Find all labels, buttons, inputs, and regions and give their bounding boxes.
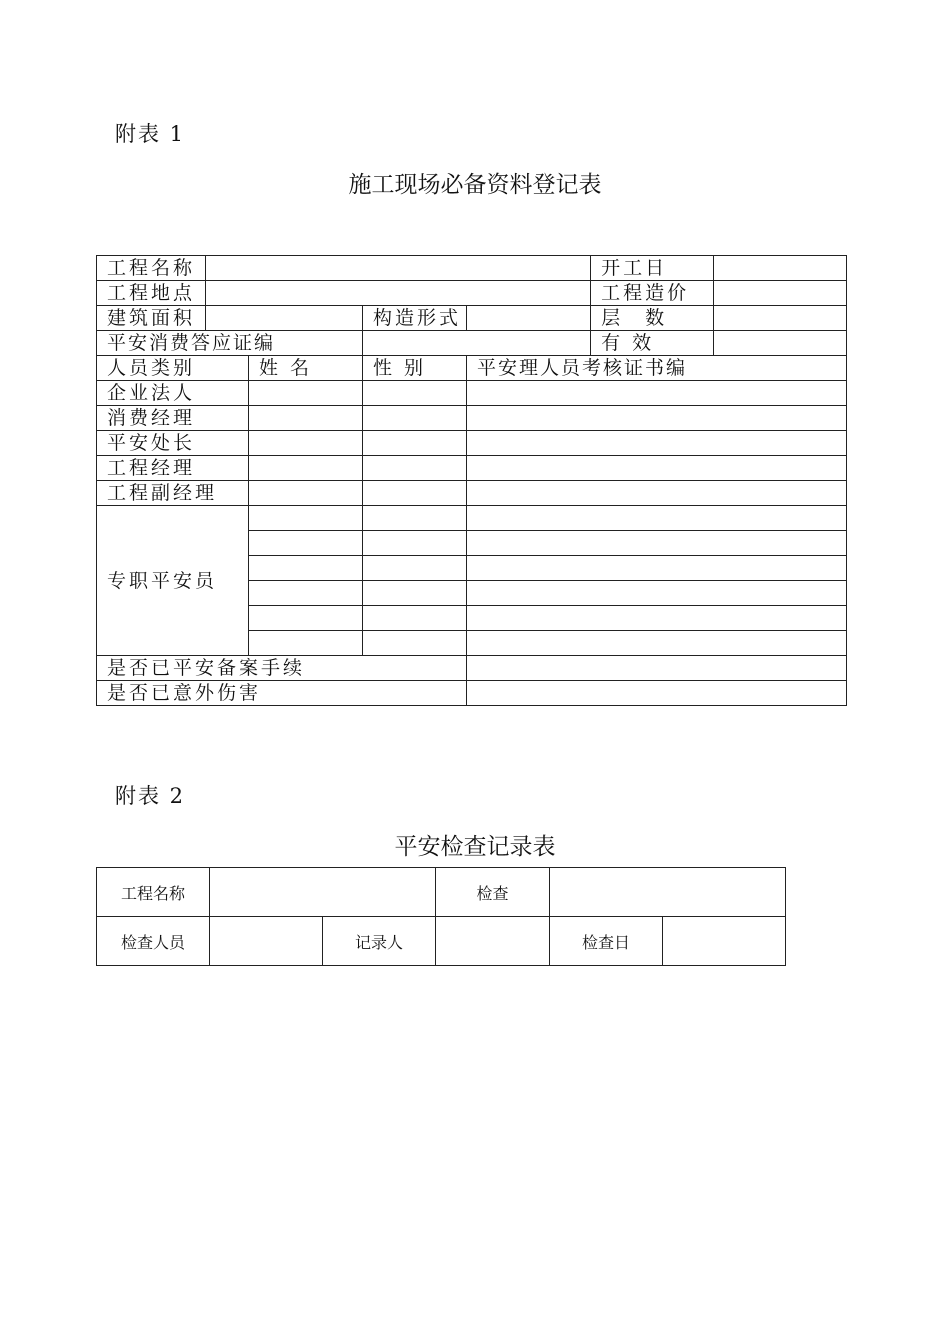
building-area-value[interactable] [206,306,363,331]
safety-permit-no-value[interactable] [363,331,591,356]
label-building-area: 建筑面积 [97,306,206,331]
gender-cell[interactable] [363,606,467,631]
check-value[interactable] [550,868,786,917]
label-project-cost: 工程造价 [591,281,714,306]
cert-cell[interactable] [467,581,847,606]
accident-insurance-value[interactable] [467,681,847,706]
role-legal-representative: 企业法人 [97,381,249,406]
inspectors-value[interactable] [210,917,323,966]
gender-cell[interactable] [363,431,467,456]
name-cell[interactable] [249,556,363,581]
safety-filing-value[interactable] [467,656,847,681]
gender-cell[interactable] [363,556,467,581]
structure-type-value[interactable] [467,306,591,331]
project-location-value[interactable] [206,281,591,306]
gender-cell[interactable] [363,381,467,406]
appendix-2-label: 附表 2 [115,784,186,808]
gender-cell[interactable] [363,456,467,481]
name-cell[interactable] [249,606,363,631]
role-full-time-safety-officer: 专职平安员 [97,506,249,656]
name-cell[interactable] [249,481,363,506]
safety-inspection-record-table [96,867,786,966]
label-project-name: 工程名称 [97,256,206,281]
header-personnel-category: 人员类别 [97,356,249,381]
name-cell[interactable] [249,456,363,481]
valid-value[interactable] [714,331,847,356]
label-structure-type: 构造形式 [363,306,467,331]
gender-cell[interactable] [363,506,467,531]
cert-cell[interactable] [467,431,847,456]
header-name: 姓 名 [249,356,363,381]
label-accident-insurance: 是否已意外伤害 [97,681,467,706]
name-cell[interactable] [249,431,363,456]
cert-cell[interactable] [467,481,847,506]
label-recorder: 记录人 [323,917,436,966]
label-project-name: 工程名称 [97,868,210,917]
recorder-value[interactable] [436,917,550,966]
project-name-value[interactable] [206,256,591,281]
label-project-location: 工程地点 [97,281,206,306]
gender-cell[interactable] [363,631,467,656]
cert-cell[interactable] [467,556,847,581]
cert-cell[interactable] [467,606,847,631]
gender-cell[interactable] [363,481,467,506]
role-project-manager: 工程经理 [97,456,249,481]
role-production-manager: 消费经理 [97,406,249,431]
label-inspectors: 检查人员 [97,917,210,966]
label-check-date: 检查日 [550,917,663,966]
role-deputy-project-manager: 工程副经理 [97,481,249,506]
cert-cell[interactable] [467,406,847,431]
header-cert-number: 平安理人员考核证书编 [467,356,847,381]
name-cell[interactable] [249,506,363,531]
name-cell[interactable] [249,531,363,556]
gender-cell[interactable] [363,406,467,431]
name-cell[interactable] [249,631,363,656]
appendix-1-label: 附表 1 [115,122,186,146]
project-name-value[interactable] [210,868,436,917]
site-documents-register-table [96,255,847,706]
name-cell[interactable] [249,406,363,431]
name-cell[interactable] [249,581,363,606]
label-check: 检查 [436,868,550,917]
role-safety-chief: 平安处长 [97,431,249,456]
form-title-1: 施工现场必备资料登记表 [348,172,602,198]
cert-cell[interactable] [467,531,847,556]
check-date-value[interactable] [663,917,786,966]
label-safety-permit-no: 平安消费答应证编 [97,331,363,356]
label-floors: 层 数 [591,306,714,331]
project-cost-value[interactable] [714,281,847,306]
floors-value[interactable] [714,306,847,331]
gender-cell[interactable] [363,531,467,556]
label-start-date: 开工日 [591,256,714,281]
form-title-2: 平安检查记录表 [394,834,556,860]
cert-cell[interactable] [467,506,847,531]
gender-cell[interactable] [363,581,467,606]
start-date-value[interactable] [714,256,847,281]
header-gender: 性 别 [363,356,467,381]
cert-cell[interactable] [467,631,847,656]
name-cell[interactable] [249,381,363,406]
cert-cell[interactable] [467,456,847,481]
label-valid: 有 效 [591,331,714,356]
cert-cell[interactable] [467,381,847,406]
label-safety-filing: 是否已平安备案手续 [97,656,467,681]
